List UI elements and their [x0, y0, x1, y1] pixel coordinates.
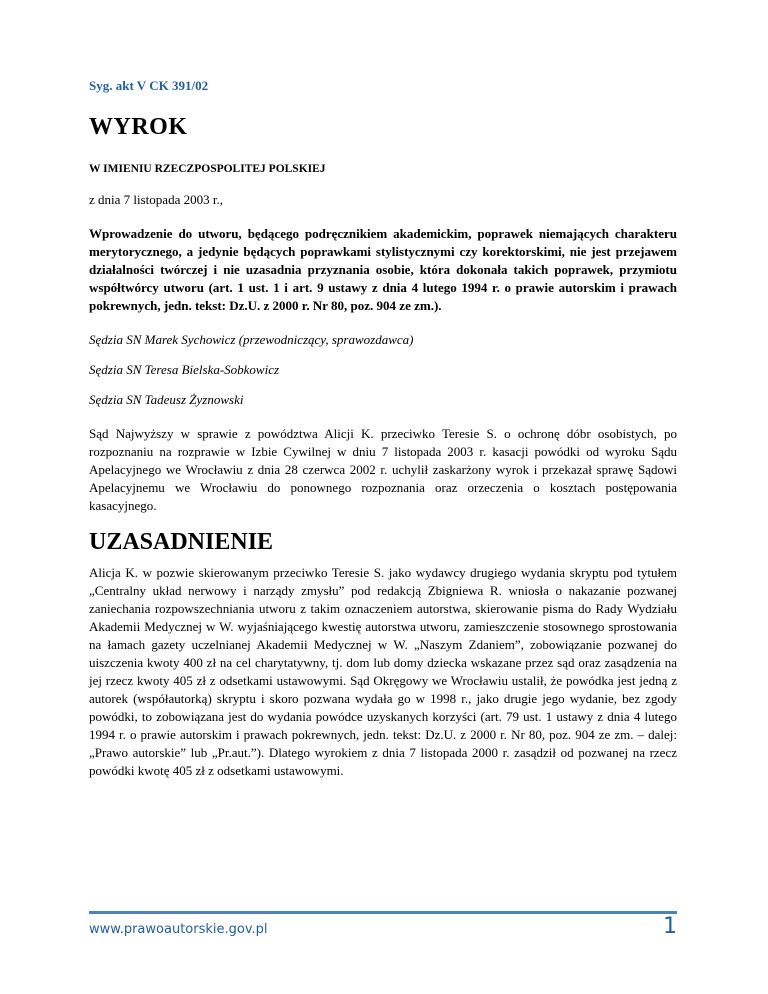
document-subtitle: W IMIENIU RZECZPOSPOLITEJ POLSKIEJ: [89, 163, 326, 175]
sentence-paragraph: Sąd Najwyższy w sprawie z powództwa Alicji K. przeciwko Teresie S. o ochronę dóbr osobistych, po rozpoznaniu na rozprawie w Izbie Cywilnej w dniu 7 listopada 2003 r. kasacji powódki od wyroku Sądu Apelacyjnego we Wrocławiu z dnia 28 czerwca 2002 r. uchylił zaskarżony wyrok i przekazał sprawę Sądowi Apelacyjnemu we Wrocławiu do ponownego rozpoznania oraz orzeczenia o kosztach postępowania kasacyjnego.: [89, 426, 677, 513]
document-body: [89, 78, 677, 780]
judge-presiding: Sędzia SN Marek Sychowicz (przewodniczący, sprawozdawca): [89, 332, 414, 347]
footer-website-link[interactable]: www.prawoautorskie.gov.pl: [89, 922, 268, 937]
judge-member: Sędzia SN Teresa Bielska-Sobkowicz: [89, 362, 280, 377]
document-title: WYROK: [89, 114, 188, 140]
footer-divider: [89, 911, 677, 914]
judge-member: Sędzia SN Tadeusz Żyznowski: [89, 392, 244, 407]
judgment-date: z dnia 7 listopada 2003 r.,: [89, 192, 223, 207]
case-signature: Syg. akt V CK 391/02: [89, 78, 209, 93]
thesis-paragraph: Wprowadzenie do utworu, będącego podręcznikiem akademickim, poprawek niemających charakteru merytorycznego, a jedynie będących poprawkami stylistycznymi czy korektorskimi, nie jest przejawem działalności twórczej i nie uzasadnia przyznania osobie, która dokonała takich poprawek, przymiotu współtwórcy utworu (art. 1 ust. 1 i art. 9 ustawy z dnia 4 lutego 1994 r. o prawie autorskim i prawach pokrewnych, jedn. tekst: Dz.U. z 2000 r. Nr 80, poz. 904 ze zm.).: [89, 226, 677, 313]
section-title: UZASADNIENIE: [89, 529, 274, 555]
page-number: 1: [663, 914, 677, 939]
justification-paragraph: Alicja K. w pozwie skierowanym przeciwko Teresie S. jako wydawcy drugiego wydania skryptu pod tytułem „Centralny układ nerwowy i narządy zmysłu” pod redakcją Zbigniewa R. wniosła o nakazanie pozwanej zaniechania rozpowszechniania utworu z takim oznaczeniem autorstwa, skierowanie pisma do Rady Wydziału Akademii Medycznej w W. wyjaśniającego kwestię autorstwa utworu, zamieszczenie stosownego sprostowania na łamach gazety uczelnianej Akademii Medycznej w W. „Naszym Zdaniem”, zobowiązanie pozwanej do uiszczenia kwoty 400 zł na cel charytatywny, tj. dom lub domy dziecka wskazane przez sąd oraz zasądzenia na jej rzecz kwoty 405 zł z odsetkami ustawowymi. Sąd Okręgowy we Wrocławiu ustalił, że powódka jest jedną z autorek (współautorką) skryptu i skoro pozwana wydała go w 1998 r., jako drugie jego wydanie, bez zgody powódki, to zobowiązana jest do wydania powódce uzyskanych korzyści (art. 79 ust. 1 ustawy z dnia 4 lutego 1994 r. o prawie autorskim i prawach pokrewnych, jedn. tekst: Dz.U. z 2000 r. Nr 80, poz. 904 ze zm. – dalej: „Prawo autorskie” lub „Pr.aut.”). Dlatego wyrokiem z dnia 7 listopada 2000 r. zasądził od pozwanej na rzecz powódki kwotę 405 zł z odsetkami ustawowymi.: [89, 565, 677, 778]
